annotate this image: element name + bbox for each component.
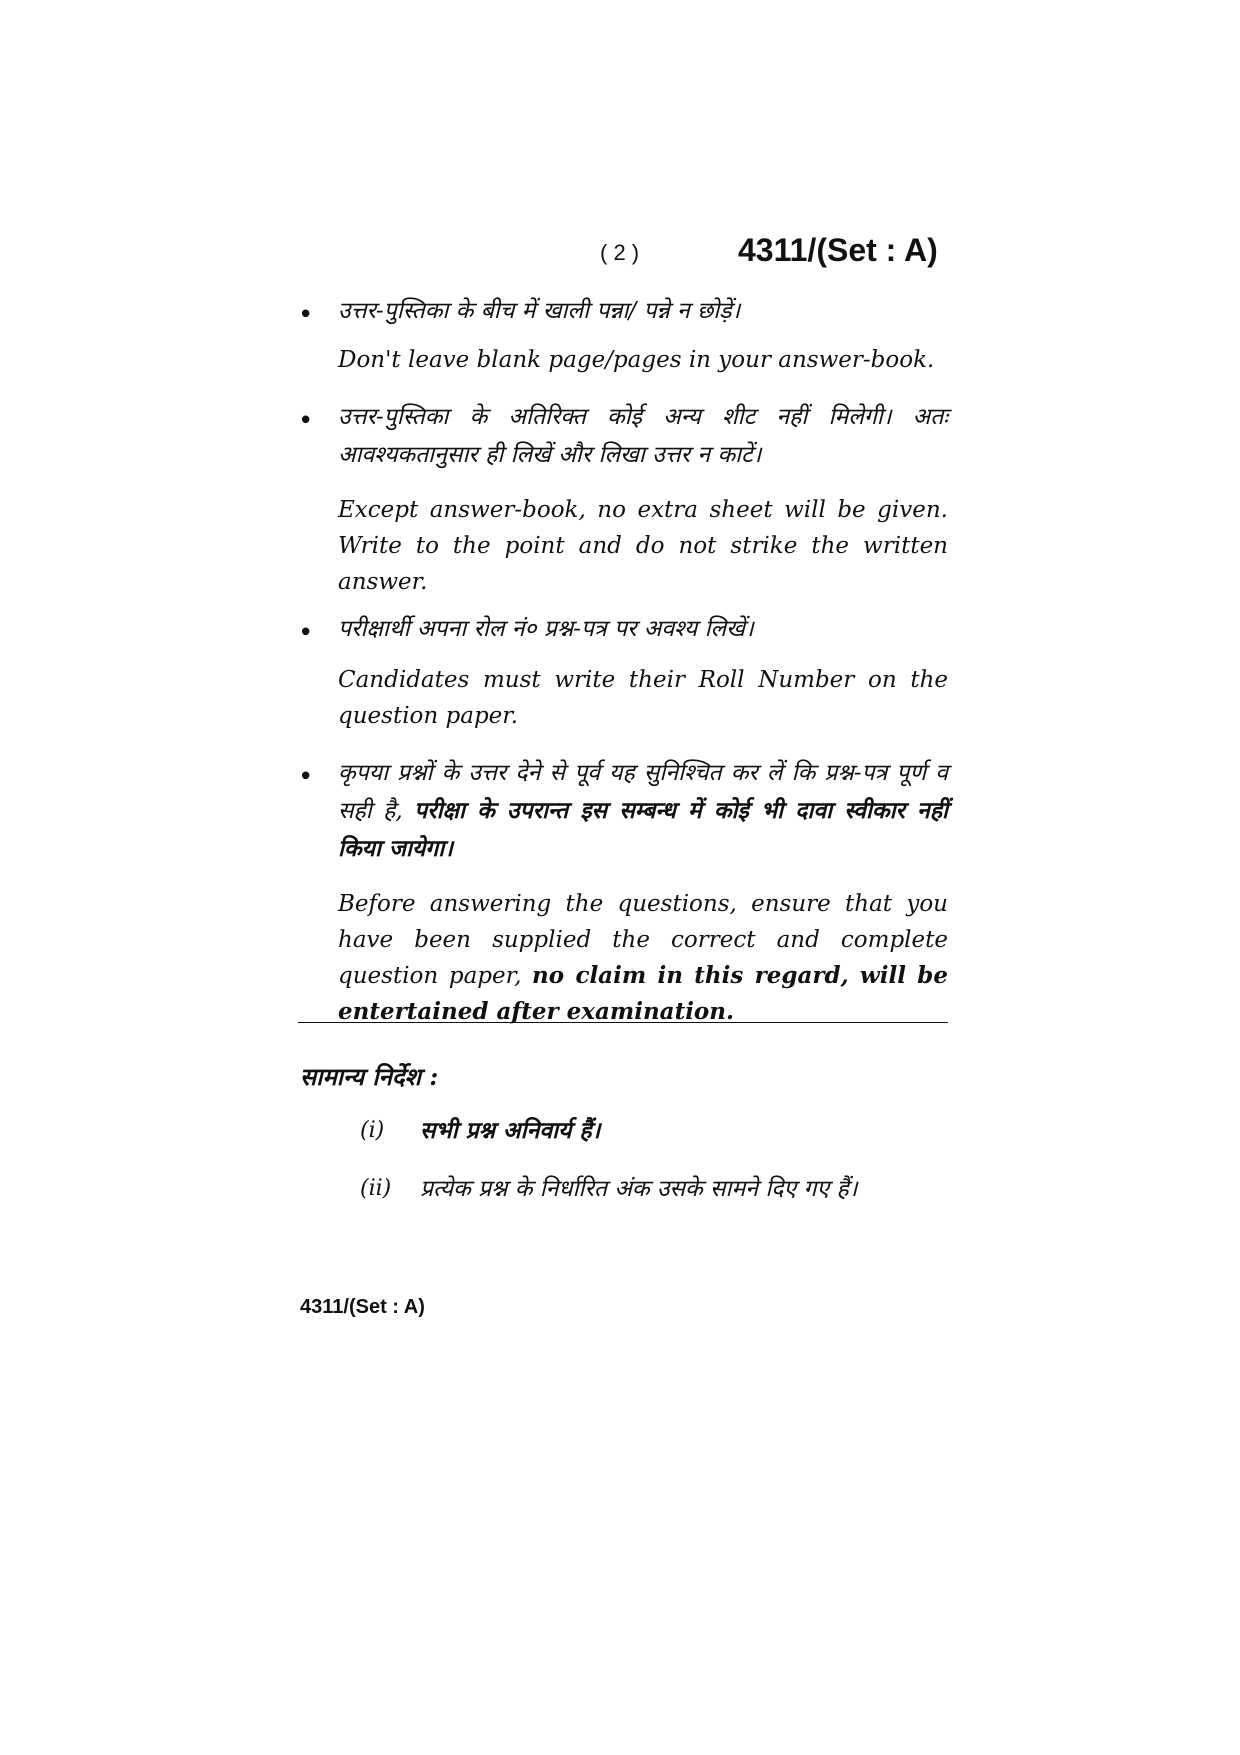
instruction-2-hindi-line1: उत्तर-पुस्तिका के अतिरिक्त कोई अन्य शीट नहीं मिलेगी। अतः xyxy=(338,404,948,430)
bullet-1: • xyxy=(298,300,314,330)
instruction-1 xyxy=(338,292,948,378)
instruction-4-english-normal: Before answering the questions, ensure that you have been supplied the correct and complete question paper, xyxy=(338,891,948,989)
instruction-4-hindi-bold: परीक्षा के उपरान्त इस सम्बन्ध में कोई भी दावा स्वीकार नहीं किया जायेगा। xyxy=(338,797,948,862)
instruction-3 xyxy=(338,610,948,734)
bullet-2: • xyxy=(298,406,314,436)
bullet-3: • xyxy=(298,618,314,648)
instruction-4 xyxy=(338,754,948,1030)
instruction-2 xyxy=(338,398,948,600)
instruction-4-hindi xyxy=(338,754,948,868)
instruction-4-hindi-normal: कृपया प्रश्नों के उत्तर देने से पूर्व यह सुनिश्चित कर लें कि प्रश्न-पत्र पूर्ण व सही है, xyxy=(338,760,948,824)
general-item-2-number: (ii) xyxy=(360,1176,392,1201)
paper-code-header: 4311/(Set : A) xyxy=(738,232,938,268)
instruction-3-english: Candidates must write their Roll Number on the question paper. xyxy=(338,667,948,729)
instruction-4-english-bold: no claim in this regard, will be entertained after examination. xyxy=(338,962,948,1025)
general-instructions-heading: सामान्य निर्देश : xyxy=(300,1062,439,1091)
instruction-2-english: Except answer-book, no extra sheet will be given. Write to the point and do not strike the written answer. xyxy=(338,497,948,595)
general-item-1-text: सभी प्रश्न अनिवार्य हैं। xyxy=(420,1117,601,1144)
paper-code-footer: 4311/(Set : A) xyxy=(300,1296,425,1318)
general-item-2-text: प्रत्येक प्रश्न के निर्धारित अंक उसके सामने दिए गए हैं। xyxy=(420,1176,858,1202)
instruction-1-hindi: उत्तर-पुस्तिका के बीच में खाली पन्ना/ पन्ने न छोड़ें। xyxy=(338,298,741,324)
instruction-3-hindi: परीक्षार्थी अपना रोल नं० प्रश्न-पत्र पर अवश्य लिखें। xyxy=(338,616,754,642)
bullet-4: • xyxy=(298,762,314,792)
instruction-1-english: Don't leave blank page/pages in your answer-book. xyxy=(338,347,935,373)
section-divider xyxy=(298,1022,948,1023)
general-item-1-number: (i) xyxy=(360,1118,385,1143)
instruction-4-english xyxy=(338,886,948,1030)
page-number: ( 2 ) xyxy=(600,240,640,265)
instruction-2-hindi-line2: आवश्यकतानुसार ही लिखें और लिखा उत्तर न काटें। xyxy=(338,442,762,468)
